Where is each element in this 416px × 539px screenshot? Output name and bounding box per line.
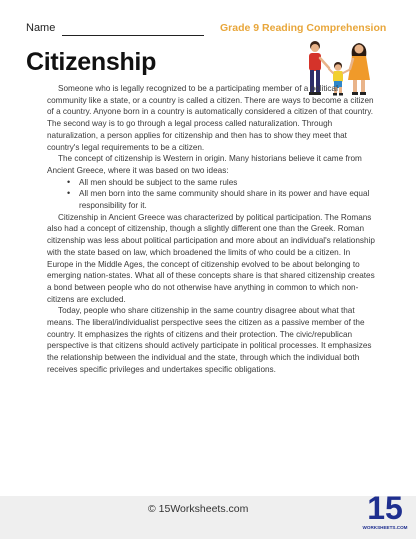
copyright-text[interactable]: © 15Worksheets.com xyxy=(148,503,249,515)
header xyxy=(26,22,396,42)
bullet-list xyxy=(47,177,378,212)
article-body xyxy=(47,83,378,376)
paragraph-3: Citizenship in Ancient Greece was characterized by political participation. The Romans also had a concept of citizenship, though a slightly different one than the Greek. Roman citizenship was less about political participation and more about an individual's relationship with the state based on law, which broadened the limits of who could be a citizen. In Europe in the Middle Ages, the concept of citizenship evolved to be about belonging to emerging nation-states. What all of these concepts share is that shared citizenship creates a bond between people who do not otherwise have anything in common to which non-citizens are excluded. xyxy=(47,212,375,304)
bullet-item: • All men born into the same community should share in its power and have equal responsibility for it. xyxy=(47,188,378,211)
paragraph-2: The concept of citizenship is Western in origin. Many historians believe it came from Ancient Greece, where it was based on two ideas: xyxy=(47,154,362,175)
logo-text: WORKSHEETS.COM xyxy=(362,525,408,530)
15worksheets-logo-icon[interactable] xyxy=(362,486,408,534)
name-label: Name xyxy=(26,22,56,34)
paragraph-4: Today, people who share citizenship in the same country disagree about what that means. The liberal/individualist perspective sees the citizen as a passive member of the country. It emphasizes the rights of citizens and their protection. The civic/republican perspective is that citizens should actively participate in political processes. It emphasizes the relationship between the individual and the state, through which the individual both receives specific privileges and undertakes specific obligations. xyxy=(47,306,372,374)
grade-title: Grade 9 Reading Comprehension xyxy=(220,22,387,34)
bullet-item: • All men should be subject to the same rules xyxy=(47,177,378,189)
page-title: Citizenship xyxy=(26,48,157,76)
name-input-line[interactable] xyxy=(62,35,204,36)
logo-number: 15 xyxy=(367,490,403,526)
paragraph-1: Someone who is legally recognized to be a participating member of a political community like a state, or a country is called a citizen. There are ways to become a citizen of a country. Anyone born in a country is automatically considered a citizen of that country. The second way is to go through a legal process called naturalization. Through naturalization, a person applies for citizenship and then has to show they meet that country's legal requirements to be a citizen. xyxy=(47,84,374,152)
